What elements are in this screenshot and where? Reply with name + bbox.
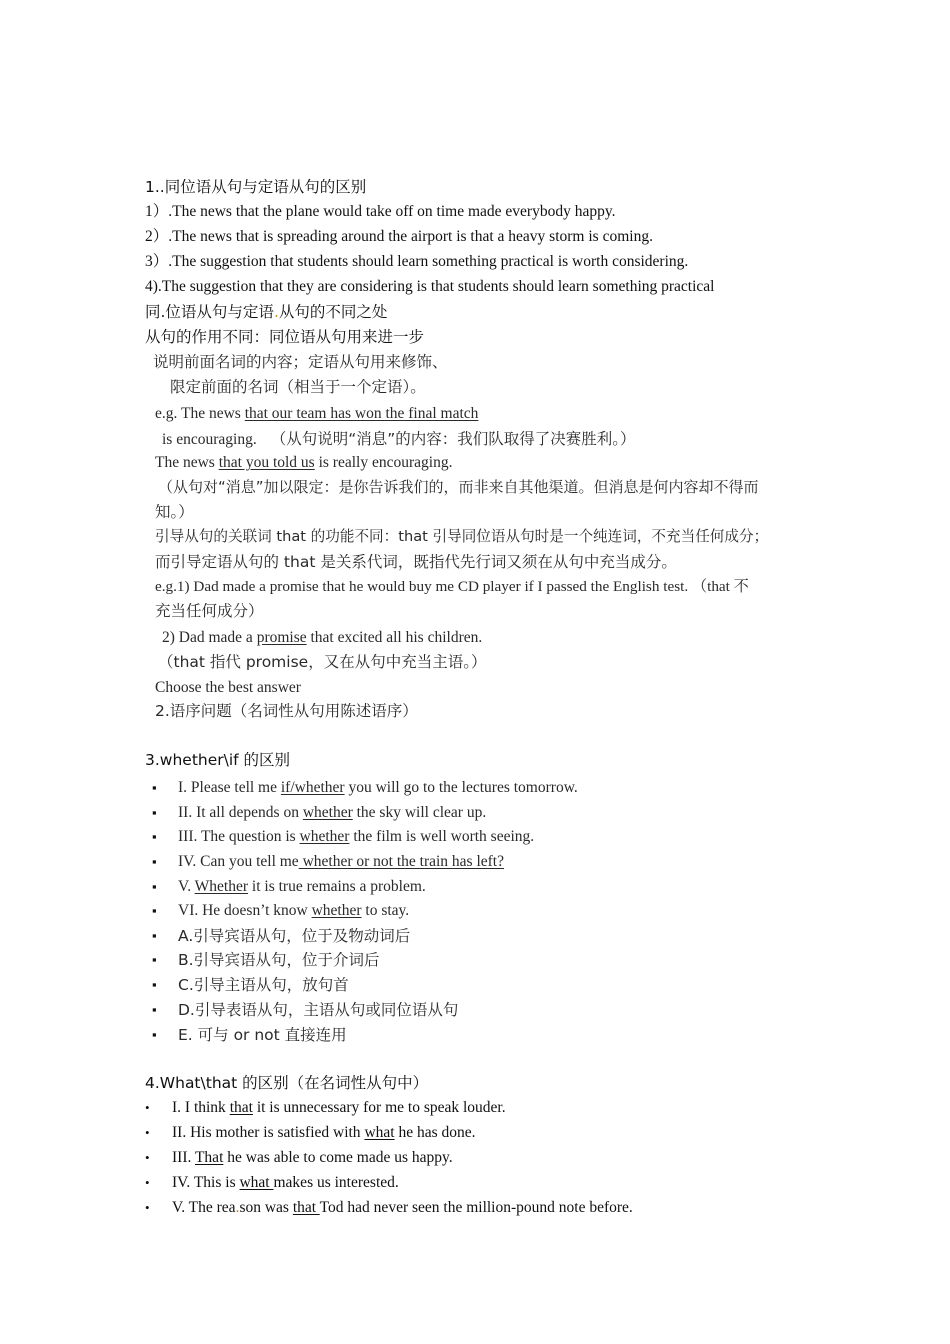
list-bullet: ▪ — [152, 903, 157, 918]
list-item — [178, 901, 409, 921]
item-text: son was — [239, 1199, 293, 1216]
item-text: it is true remains a problem. — [248, 878, 426, 895]
that-function-line1: 引导从句的关联词 that 的功能不同：that 引导同位语从句时是一个纯连词，不充当任何成分； — [155, 528, 769, 545]
example-attributive — [155, 453, 452, 473]
eg1-rest: is encouraging. — [162, 431, 257, 448]
list-bullet: ▪ — [152, 879, 157, 894]
difference-title-mark: . — [273, 303, 279, 321]
item-text: V. The rea — [172, 1199, 236, 1216]
example-sentence-3: 3）.The suggestion that students should learn something practical is worth considering. — [145, 253, 689, 270]
list-item: B.引导宾语从句，位于介词后 — [178, 951, 380, 969]
difference-title-part-b: 从句的不同之处 — [278, 303, 388, 321]
difference-title-part-a: 同.位语从句与定语 — [145, 303, 274, 321]
item-text: III. The question is — [178, 828, 300, 845]
eg2-note-line2: 知。） — [155, 503, 194, 521]
item-text: to stay. — [361, 902, 410, 919]
list-item — [172, 1198, 633, 1218]
section1-heading: 1..同位语从句与定语从句的区别 — [145, 178, 367, 196]
eg3-line2: 充当任何成分） — [155, 602, 264, 620]
eg2-underlined: that you told us — [218, 454, 315, 471]
item-text: IV. This is — [172, 1174, 240, 1191]
item-underlined: that — [229, 1099, 253, 1116]
eg2-prefix: The news — [155, 454, 219, 471]
list-item: E. 可与 or not 直接连用 — [178, 1026, 347, 1044]
item-underlined: whether or not the train has left? — [298, 853, 504, 870]
item-underlined: whether — [311, 902, 362, 919]
item-text: VI. He doesn’t know — [178, 902, 312, 919]
list-bullet: ▪ — [152, 952, 157, 967]
list-bullet: • — [145, 1125, 150, 1140]
list-bullet: ▪ — [152, 1027, 157, 1042]
list-item: A.引导宾语从句，位于及物动词后 — [178, 927, 411, 945]
list-bullet: ▪ — [152, 977, 157, 992]
item-text: I. Please tell me — [178, 779, 281, 796]
that-function-line2: 而引导定语从句的 that 是关系代词，既指代先行词又须在从句中充当成分。 — [155, 553, 677, 571]
list-item — [178, 877, 426, 897]
choose-best-answer: Choose the best answer — [155, 679, 301, 696]
list-item — [178, 827, 534, 847]
eg2-note-line1: （从句对“消息”加以限定：是你告诉我们的，而非来自其他渠道。但消息是何内容却不得而 — [158, 478, 759, 496]
item-underlined: what — [239, 1174, 274, 1191]
eg1-note: （从句说明“消息”的内容：我们队取得了决赛胜利。） — [270, 430, 636, 448]
eg1-prefix: e.g. The news — [155, 405, 245, 422]
item-mark: . — [235, 1199, 240, 1216]
item-text: makes us interested. — [273, 1174, 399, 1191]
item-text: I. I think — [172, 1099, 230, 1116]
list-item — [178, 778, 578, 798]
list-bullet: ▪ — [152, 780, 157, 795]
eg4-rest: that excited all his children. — [306, 629, 483, 646]
eg2-rest: is really encouraging. — [314, 454, 453, 471]
item-text: IV. Can you tell me — [178, 853, 299, 870]
eg1-underlined: that our team has won the final match — [244, 405, 479, 422]
list-item — [172, 1098, 506, 1118]
item-underlined: whether — [299, 828, 350, 845]
section2-heading: 2.语序问题（名词性从句用陈述语序） — [155, 702, 418, 720]
item-text: Tod had never seen the million-pound note before. — [319, 1199, 633, 1216]
section3-heading: 3.whether\if 的区别 — [145, 751, 291, 769]
list-bullet: • — [145, 1150, 150, 1165]
list-item — [172, 1148, 453, 1168]
eg3-line1: e.g.1) Dad made a promise that he would buy me CD player if I passed the English test. （that 不 — [155, 578, 749, 595]
role-continuation: 说明前面名词的内容；定语从句用来修饰、 — [153, 353, 448, 371]
role-intro: 从句的作用不同：同位语从句用来进一步 — [145, 328, 425, 346]
list-item: C.引导主语从句，放句首 — [178, 976, 349, 994]
item-underlined: That — [194, 1149, 224, 1166]
list-item — [178, 852, 504, 872]
list-bullet: ▪ — [152, 928, 157, 943]
list-bullet: ▪ — [152, 829, 157, 844]
eg4-underlined: promise — [256, 629, 307, 646]
item-underlined: Whether — [194, 878, 249, 895]
item-text: it is unnecessary for me to speak louder. — [252, 1099, 506, 1116]
list-bullet: • — [145, 1175, 150, 1190]
list-bullet: • — [145, 1100, 150, 1115]
list-bullet: • — [145, 1200, 150, 1215]
example-sentence-2: 2）.The news that is spreading around the airport is that a heavy storm is coming. — [145, 228, 653, 245]
item-text: he has done. — [394, 1124, 476, 1141]
item-underlined: what — [364, 1124, 395, 1141]
item-text: the sky will clear up. — [352, 804, 487, 821]
item-underlined: if/whether — [280, 779, 345, 796]
list-bullet: ▪ — [152, 854, 157, 869]
role-continuation-2: 限定前面的名词（相当于一个定语）。 — [170, 378, 426, 396]
eg4-prefix: 2) Dad made a — [162, 629, 257, 646]
item-text: V. — [178, 878, 195, 895]
section4-heading: 4.What\that 的区别（在名词性从句中） — [145, 1074, 429, 1092]
example-appositive-cont — [162, 429, 636, 450]
item-underlined: that — [292, 1199, 320, 1216]
item-text: the film is well worth seeing. — [349, 828, 535, 845]
list-bullet: ▪ — [152, 1002, 157, 1017]
example-sentence-4: 4).The suggestion that they are considering is that students should learn something practical — [145, 278, 715, 295]
item-text: he was able to come made us happy. — [223, 1149, 453, 1166]
example-appositive — [155, 404, 478, 424]
item-text: III. — [172, 1149, 195, 1166]
list-item: D.引导表语从句，主语从句或同位语从句 — [178, 1001, 459, 1019]
list-item — [172, 1173, 399, 1193]
list-item — [178, 803, 486, 823]
item-text: II. It all depends on — [178, 804, 303, 821]
item-text: II. His mother is satisfied with — [172, 1124, 365, 1141]
eg4-note: （that 指代 promise，又在从句中充当主语。） — [158, 653, 487, 671]
difference-title — [145, 302, 387, 322]
item-text: you will go to the lectures tomorrow. — [344, 779, 578, 796]
eg4-sentence — [162, 628, 482, 648]
list-bullet: ▪ — [152, 805, 157, 820]
example-sentence-1: 1）.The news that the plane would take off on time made everybody happy. — [145, 203, 616, 220]
list-item — [172, 1123, 476, 1143]
item-underlined: whether — [302, 804, 353, 821]
